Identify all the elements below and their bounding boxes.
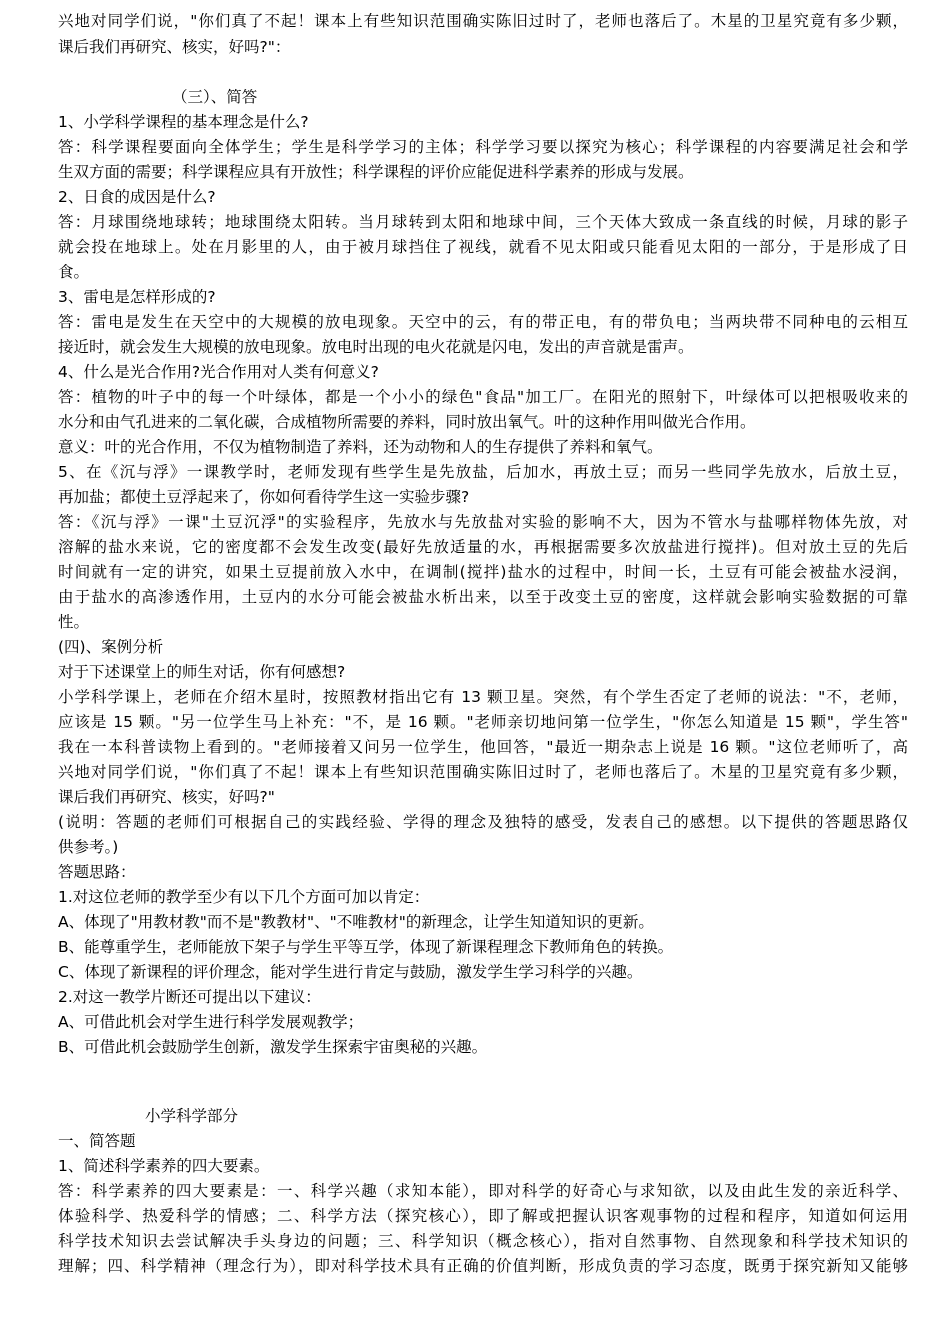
case-line: 小学科学课上，老师在介绍木星时，按照教材指出它有 13 颗卫星。突然，有个学生否定了老师的说法："不，老师， <box>58 688 908 706</box>
question-line: 2、日食的成因是什么? <box>58 188 216 206</box>
part-title: 小学科学部分 <box>145 1107 239 1125</box>
question-line: 对于下述课堂上的师生对话，你有何感想? <box>58 663 346 681</box>
answer-line: B、能尊重学生，老师能放下架子与学生平等互学，体现了新课程理念下教师角色的转换。 <box>58 938 674 956</box>
answer-line: 理解；四、科学精神（理念行为），即对科学技术具有正确的价值判断，形成负责的学习态度，既勇于探究新知又能够 <box>58 1257 908 1275</box>
answer-line: 答：《沉与浮》一课"土豆沉浮"的实验程序，先放水与先放盐对实验的影响不大，因为不管水与盐哪样物体先放，对 <box>58 513 908 531</box>
case-line: 兴地对同学们说，"你们真了不起！课本上有些知识范围确实陈旧过时了，老师也落后了。木星的卫星究竟有多少颗， <box>58 763 908 781</box>
answer-line: A、体现了"用教材教"而不是"教教材"、"不唯教材"的新理念，让学生知道知识的更新。 <box>58 913 654 931</box>
question-line: 4、什么是光合作用?光合作用对人类有何意义? <box>58 363 379 381</box>
answer-line: 食。 <box>58 263 90 281</box>
section-heading: （三）、简答 <box>172 88 258 106</box>
answer-line: 答：科学课程要面向全体学生；学生是科学学习的主体；科学学习要以探究为核心；科学课程的内容要满足社会和学 <box>58 138 908 156</box>
answer-line: 生双方面的需要；科学课程应具有开放性；科学课程的评价应能促进科学素养的形成与发展。 <box>58 163 694 181</box>
answer-line: 溶解的盐水来说，它的密度都不会发生改变(最好先放适量的水，再根据需要多次放盐进行搅拌)。但对放土豆的先后 <box>58 538 908 556</box>
section-heading: 一、简答题 <box>58 1132 136 1150</box>
question-line: 5、在《沉与浮》一课教学时，老师发现有些学生是先放盐，后加水，再放土豆；而另一些同学先放水，后放土豆， <box>58 463 908 481</box>
section-heading: (四)、案例分析 <box>58 638 164 656</box>
answer-line: 由于盐水的高渗透作用，土豆内的水分可能会被盐水析出来，以至于改变土豆的密度，这样就会影响实验数据的可靠 <box>58 588 908 606</box>
answer-heading: 答题思路： <box>58 863 136 881</box>
answer-line: A、可借此机会对学生进行科学发展观教学； <box>58 1013 364 1031</box>
answer-line: 答：月球围绕地球转；地球围绕太阳转。当月球转到太阳和地球中间，三个天体大致成一条直线的时候，月球的影子 <box>58 213 908 231</box>
question-line: 再加盐；都使土豆浮起来了，你如何看待学生这一实验步骤? <box>58 488 470 506</box>
text-line: 兴地对同学们说，"你们真了不起！课本上有些知识范围确实陈旧过时了，老师也落后了。木星的卫星究竟有多少颗， <box>58 12 908 30</box>
answer-line: 时间就有一定的讲究，如果土豆提前放入水中，在调制(搅拌)盐水的过程中，时间一长，土豆有可能会被盐水浸润， <box>58 563 908 581</box>
answer-line: B、可借此机会鼓励学生创新，激发学生探索宇宙奥秘的兴趣。 <box>58 1038 488 1056</box>
answer-line: 就会投在地球上。处在月影里的人，由于被月球挡住了视线，就看不见太阳或只能看见太阳的一部分，于是形成了日 <box>58 238 908 256</box>
question-line: 1、简述科学素养的四大要素。 <box>58 1157 270 1175</box>
case-line: 我在一本科普读物上看到的。"老师接着又问另一位学生，他回答，"最近一期杂志上说是 16 颗。"这位老师听了，高 <box>58 738 908 756</box>
answer-line: 水分和由气孔进来的二氧化碳，合成植物所需要的养料，同时放出氧气。叶的这种作用叫做光合作用。 <box>58 413 756 431</box>
answer-line: 意义：叶的光合作用，不仅为植物制造了养料，还为动物和人的生存提供了养料和氧气。 <box>58 438 663 456</box>
case-line: 应该是 15 颗。"另一位学生马上补充："不，是 16 颗。"老师亲切地问第一位学生，"你怎么知道是 15 颗"，学生答" <box>58 713 908 731</box>
case-line: 课后我们再研究、核实，好吗?" <box>58 788 275 806</box>
answer-line: C、体现了新课程的评价理念，能对学生进行肯定与鼓励，激发学生学习科学的兴趣。 <box>58 963 643 981</box>
note-line: 供参考。) <box>58 838 119 856</box>
question-line: 3、雷电是怎样形成的? <box>58 288 216 306</box>
answer-line: 科学技术知识去尝试解决手头身边的问题；三、科学知识（概念核心），指对自然事物、自然现象和科学技术知识的 <box>58 1232 908 1250</box>
question-line: 1、小学科学课程的基本理念是什么? <box>58 113 309 131</box>
answer-line: 体验科学、热爱科学的情感；二、科学方法（探究核心），即了解或把握认识客观事物的过程和程序，知道如何运用 <box>58 1207 908 1225</box>
answer-line: 2.对这一教学片断还可提出以下建议： <box>58 988 321 1006</box>
answer-line: 性。 <box>58 613 90 631</box>
note-line: (说明：答题的老师们可根据自己的实践经验、学得的理念及独特的感受，发表自己的感想。以下提供的答题思路仅 <box>58 813 908 831</box>
text-line: 课后我们再研究、核实，好吗?"： <box>58 38 291 56</box>
answer-line: 答：科学素养的四大要素是：一、科学兴趣（求知本能），即对科学的好奇心与求知欲，以及由此生发的亲近科学、 <box>58 1182 908 1200</box>
answer-line: 接近时，就会发生大规模的放电现象。放电时出现的电火花就是闪电，发出的声音就是雷声。 <box>58 338 694 356</box>
answer-line: 答：植物的叶子中的每一个叶绿体，都是一个小小的绿色"食品"加工厂。在阳光的照射下，叶绿体可以把根吸收来的 <box>58 388 908 406</box>
answer-line: 答：雷电是发生在天空中的大规模的放电现象。天空中的云，有的带正电，有的带负电；当两块带不同种电的云相互 <box>58 313 908 331</box>
answer-line: 1.对这位老师的教学至少有以下几个方面可加以肯定： <box>58 888 430 906</box>
